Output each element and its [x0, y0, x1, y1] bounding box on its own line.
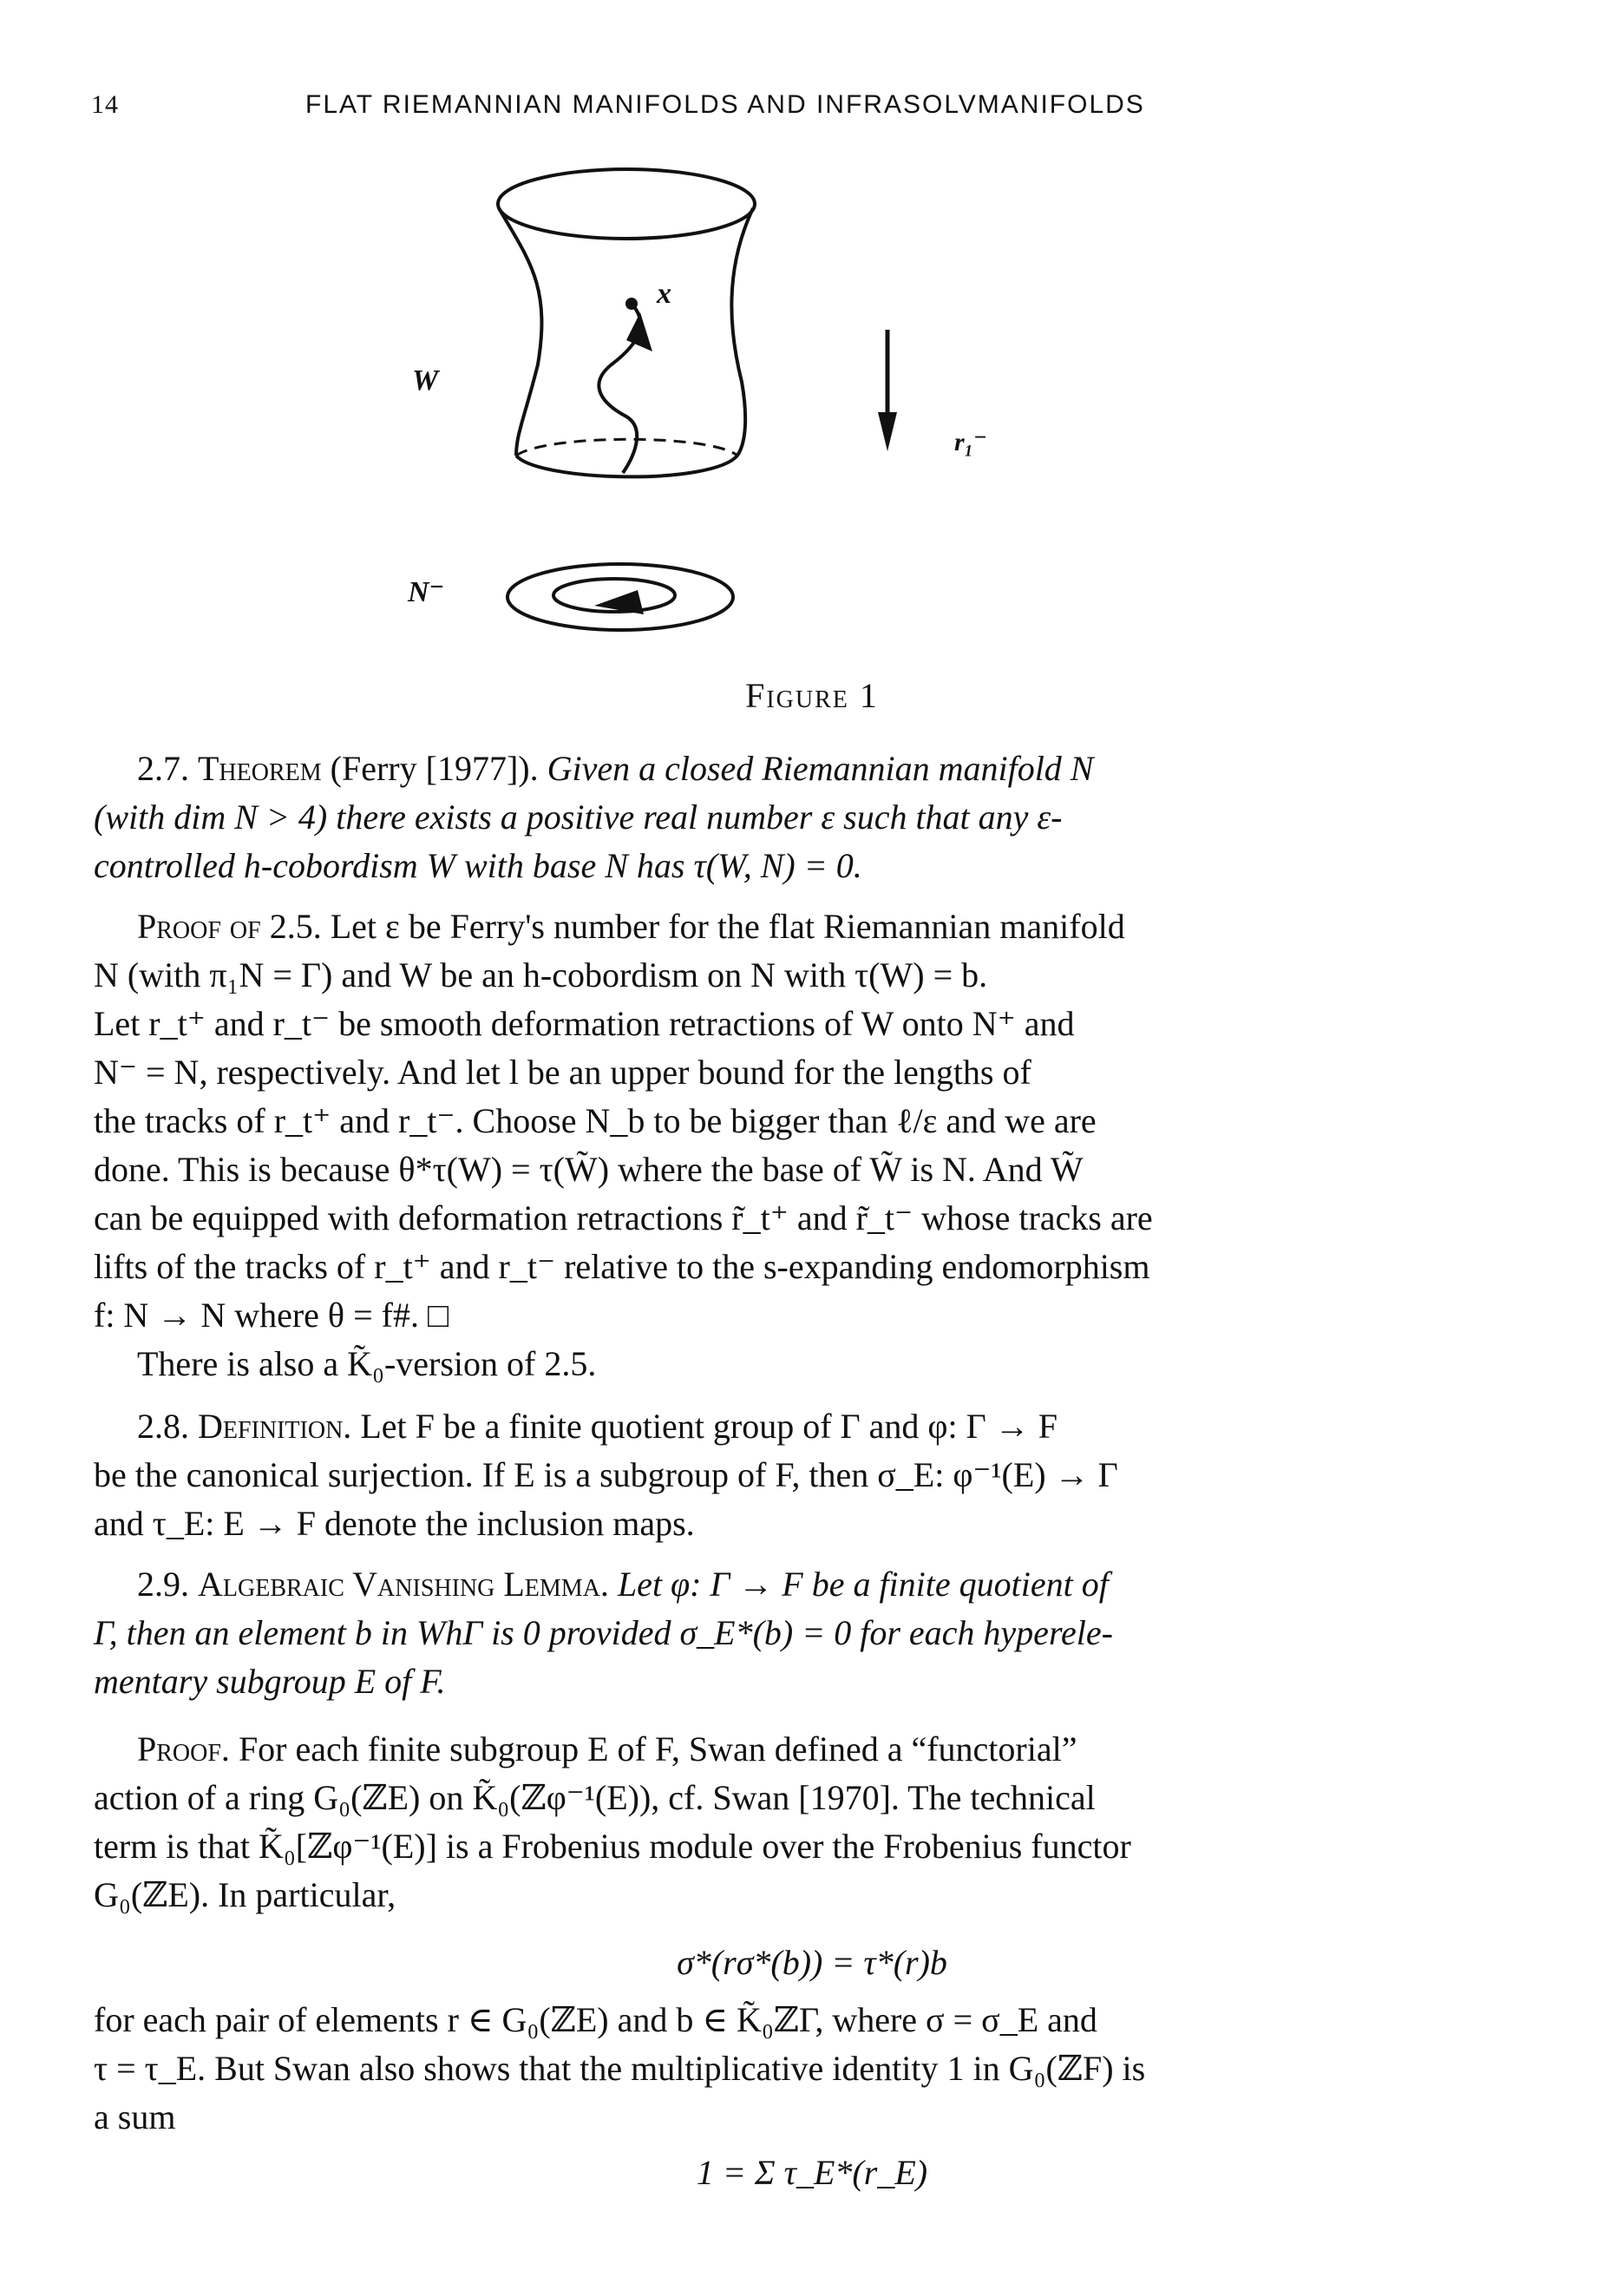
- lemma-2-9: [94, 1560, 1369, 1706]
- definition-line-1: Let F be a finite quotient group of Γ and φ: Γ → F: [360, 1407, 1058, 1446]
- lemma-number: 2.9.: [137, 1565, 189, 1604]
- definition-number: 2.8.: [137, 1407, 189, 1446]
- proof-2-5-line-6: done. This is because θ*τ(W) = τ(W̃) where the base of W̃ is N. And W̃: [94, 1150, 1084, 1189]
- definition-line-2: be the canonical surjection. If E is a subgroup of F, then σ_E: φ⁻¹(E) → Γ: [94, 1455, 1118, 1494]
- proof-2-9-line-5: for each pair of elements r ∈ G₀(ℤE) and b ∈ K̃₀ℤΓ, where σ = σ_E and: [94, 2000, 1097, 2039]
- w-right-side: [731, 208, 753, 456]
- page-number: 14: [91, 90, 119, 119]
- label-n-minus: N⁻: [408, 576, 445, 608]
- proof-2-5-line-8: lifts of the tracks of r_t⁺ and r_t⁻ relative to the s-expanding endomorphism: [94, 1247, 1150, 1286]
- w-left-side: [499, 208, 541, 456]
- proof-2-9-line-2: action of a ring G₀(ℤE) on K̃₀(ℤφ⁻¹(E)), cf. Swan [1970]. The technical: [94, 1778, 1096, 1817]
- proof-2-5-line-4: N⁻ = N, respectively. And let l be an upper bound for the lengths of: [94, 1053, 1031, 1092]
- equation-identity-sum: 1 = Σ τ_E*(r_E): [696, 2153, 928, 2192]
- proof-2-9-heading: Proof.: [137, 1729, 230, 1768]
- lemma-line-2: Γ, then an element b in WhΓ is 0 provided σ_E*(b) = 0 for each hyperele-: [94, 1613, 1113, 1652]
- equation-frobenius: σ*(rσ*(b)) = τ*(r)b: [677, 1943, 947, 1982]
- label-x: x: [657, 278, 671, 310]
- proof-of-2-9: [94, 1725, 1369, 1919]
- proof-2-5-line-3: Let r_t⁺ and r_t⁻ be smooth deformation retractions of W onto N⁺ and: [94, 1004, 1075, 1043]
- label-r1-minus: r₁⁻: [954, 428, 987, 456]
- lemma-line-1: Let φ: Γ → F be a finite quotient of: [617, 1565, 1109, 1604]
- lemma-line-3: mentary subgroup E of F.: [94, 1662, 446, 1701]
- lemma-heading: Algebraic Vanishing Lemma.: [198, 1565, 609, 1604]
- proof-2-5-line-1: Let ε be Ferry's number for the flat Riemannian manifold: [330, 907, 1125, 946]
- theorem-line-3: controlled h-cobordism W with base N has τ(W, N) = 0.: [94, 846, 862, 885]
- label-w: W: [412, 364, 439, 397]
- retraction-arrowhead: [878, 412, 897, 451]
- theorem-2-7: [94, 745, 1369, 890]
- proof-2-5-line-9: f: N → N where θ = f#. □: [94, 1296, 449, 1335]
- proof-2-5-line-2: N (with π₁N = Γ) and W be an h-cobordism on N with τ(W) = b.: [94, 955, 988, 994]
- definition-2-8: [94, 1402, 1369, 1548]
- theorem-attribution: (Ferry [1977]).: [330, 749, 539, 788]
- proof-2-9-line-4: G₀(ℤE). In particular,: [94, 1875, 396, 1914]
- w-bottom-back: [516, 439, 737, 456]
- proof-2-5-heading: Proof of 2.5.: [137, 907, 322, 946]
- w-top-rim: [498, 169, 755, 239]
- definition-heading: Definition.: [198, 1407, 352, 1446]
- proof-2-9-line-3: term is that K̃₀[ℤφ⁻¹(E)] is a Frobenius module over the Frobenius functor: [94, 1827, 1131, 1866]
- theorem-number: 2.7.: [137, 749, 189, 788]
- definition-line-3: and τ_E: E → F denote the inclusion maps.: [94, 1504, 695, 1543]
- theorem-line-2: (with dim N > 4) there exists a positive real number ε such that any ε-: [94, 797, 1063, 837]
- proof-2-9-line-7: a sum: [94, 2097, 176, 2136]
- proof-2-5-line-5: the tracks of r_t⁺ and r_t⁻. Choose N_b to be bigger than ℓ/ε and we are: [94, 1101, 1097, 1140]
- proof-of-2-5: [94, 902, 1369, 1388]
- proof-2-9-line-1: For each finite subgroup E of F, Swan defined a “functorial”: [238, 1729, 1077, 1768]
- proof-2-9-line-6: τ = τ_E. But Swan also shows that the multiplicative identity 1 in G₀(ℤF) is: [94, 2049, 1146, 2088]
- running-title: FLAT RIEMANNIAN MANIFOLDS AND INFRASOLVMANIFOLDS: [305, 90, 1145, 119]
- theorem-heading: Theorem: [198, 749, 322, 788]
- proof-2-5-line-7: can be equipped with deformation retractions r̃_t⁺ and r̃_t⁻ whose tracks are: [94, 1198, 1153, 1237]
- figure-caption: Figure 1: [745, 676, 879, 715]
- k0-version-remark: There is also a K̃₀-version of 2.5.: [137, 1344, 597, 1383]
- theorem-line-1: Given a closed Riemannian manifold N: [547, 749, 1094, 788]
- proof-2-9-continued: [94, 1996, 1369, 2142]
